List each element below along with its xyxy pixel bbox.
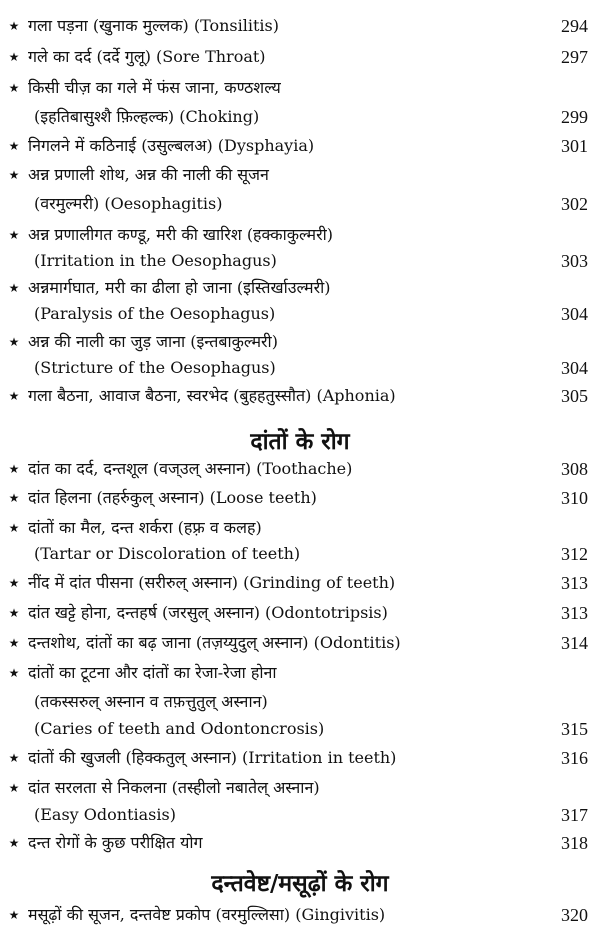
page-number: 318	[561, 833, 588, 853]
list-item	[0, 75, 600, 101]
page-number: 310	[561, 488, 588, 508]
list-item	[0, 902, 600, 928]
page-number: 304	[561, 358, 588, 378]
entry-title: अन्न की नाली का जुड़ जाना (इन्तबाकुल्मरी)	[28, 332, 278, 351]
entry-title: दांतों की खुजली (हिक्कतुल् अस्नान) (Irritation in teeth)	[28, 748, 397, 767]
entry-title: अन्न प्रणाली शोथ, अन्न की नाली की सूजन	[28, 165, 269, 184]
star-bullet-icon: ★	[8, 751, 20, 765]
entry-title: दांत का दर्द, दन्तशूल (वज्उल् अस्नान) (Toothache)	[28, 459, 353, 478]
list-item	[0, 329, 600, 355]
list-item	[0, 456, 600, 482]
star-bullet-icon: ★	[8, 908, 20, 922]
entry-title: गले का दर्द (दर्दे गुलू) (Sore Throat)	[28, 47, 266, 66]
entry-subtitle: (Easy Odontiasis)	[34, 805, 176, 824]
list-item	[0, 830, 600, 856]
star-bullet-icon: ★	[8, 168, 20, 182]
entry-subtitle: (Irritation in the Oesophagus)	[34, 251, 277, 270]
list-item-continued	[0, 104, 600, 130]
list-item	[0, 570, 600, 596]
page-number: 316	[561, 748, 588, 768]
entry-title: अन्नमार्गघात, मरी का ढीला हो जाना (इस्तिर्खाउल्मरी)	[28, 278, 331, 297]
entry-subtitle: (Paralysis of the Oesophagus)	[34, 304, 276, 323]
page-number: 305	[561, 386, 588, 406]
list-item-continued	[0, 248, 600, 274]
list-item	[0, 44, 600, 70]
entry-title: निगलने में कठिनाई (उसुल्बलअ) (Dysphayia)	[28, 136, 315, 155]
section-heading-teeth: दांतों के रोग	[250, 429, 350, 455]
entry-title: गला पड़ना (खुनाक मुल्लक) (Tonsilitis)	[28, 16, 279, 35]
list-item	[0, 222, 600, 248]
entry-subtitle: (Caries of teeth and Odontoncrosis)	[34, 719, 325, 738]
entry-title: गला बैठना, आवाज बैठना, स्वरभेद (बुहहतुस्सौत) (Aphonia)	[28, 386, 396, 405]
star-bullet-icon: ★	[8, 576, 20, 590]
star-bullet-icon: ★	[8, 228, 20, 242]
page-number: 299	[561, 107, 588, 127]
page-number: 294	[561, 16, 588, 36]
star-bullet-icon: ★	[8, 139, 20, 153]
list-item-continued	[0, 541, 600, 567]
entry-title: दन्त रोगों के कुछ परीक्षित योग	[28, 833, 203, 852]
page-number: 303	[561, 251, 588, 271]
list-item	[0, 13, 600, 39]
star-bullet-icon: ★	[8, 462, 20, 476]
section-heading-gums: दन्तवेष्ट/मसूढ़ों के रोग	[211, 871, 389, 897]
entry-subtitle: (इहतिबासुश्शै फ़िल्हल्क) (Choking)	[34, 107, 260, 126]
star-bullet-icon: ★	[8, 636, 20, 650]
entry-title: दन्तशोथ, दांतों का बढ़ जाना (तज़य्युदुल् अस्नान) (Odontitis)	[28, 633, 401, 652]
list-item	[0, 600, 600, 626]
entry-title: किसी चीज़ का गले में फंस जाना, कण्ठशल्य	[28, 78, 281, 97]
star-bullet-icon: ★	[8, 781, 20, 795]
page-number: 308	[561, 459, 588, 479]
page-number: 313	[561, 573, 588, 593]
list-item	[0, 133, 600, 159]
page-number: 312	[561, 544, 588, 564]
entry-subtitle: (वरमुल्मरी) (Oesophagitis)	[34, 194, 223, 213]
page-number: 304	[561, 304, 588, 324]
page-number: 320	[561, 905, 588, 925]
star-bullet-icon: ★	[8, 389, 20, 403]
star-bullet-icon: ★	[8, 81, 20, 95]
entry-title: दांतों का मैल, दन्त शर्करा (हफ़्र व कलह)	[28, 518, 262, 537]
list-item	[0, 162, 600, 188]
star-bullet-icon: ★	[8, 335, 20, 349]
entry-title: मसूढ़ों की सूजन, दन्तवेष्ट प्रकोप (वरमुल्लिसा) (Gingivitis)	[28, 905, 386, 924]
list-item	[0, 485, 600, 511]
entry-subtitle: (Stricture of the Oesophagus)	[34, 358, 276, 377]
entry-title: नींद में दांत पीसना (सरीरुल् अस्नान) (Grinding of teeth)	[28, 573, 396, 592]
star-bullet-icon: ★	[8, 281, 20, 295]
list-item-continued	[0, 355, 600, 381]
page-number: 314	[561, 633, 588, 653]
list-item	[0, 383, 600, 409]
list-item	[0, 775, 600, 801]
star-bullet-icon: ★	[8, 606, 20, 620]
page-number: 317	[561, 805, 588, 825]
list-item	[0, 275, 600, 301]
star-bullet-icon: ★	[8, 50, 20, 64]
entry-title: दांत खट्टे होना, दन्तहर्ष (जरसुल् अस्नान) (Odontotripsis)	[28, 603, 388, 622]
entry-title: दांत हिलना (तहर्रुकुल् अस्नान) (Loose teeth)	[28, 488, 317, 507]
list-item	[0, 630, 600, 656]
entry-title: दांतों का टूटना और दांतों का रेजा-रेजा होना	[28, 663, 277, 682]
entry-title: दांत सरलता से निकलना (तस्हीलो नबातेल् अस्नान)	[28, 778, 320, 797]
list-item	[0, 745, 600, 771]
list-item-continued	[0, 802, 600, 828]
page-number: 302	[561, 194, 588, 214]
list-item-continued	[0, 689, 600, 715]
star-bullet-icon: ★	[8, 491, 20, 505]
star-bullet-icon: ★	[8, 521, 20, 535]
list-item	[0, 515, 600, 541]
page-number: 297	[561, 47, 588, 67]
page-number: 315	[561, 719, 588, 739]
entry-subtitle: (Tartar or Discoloration of teeth)	[34, 544, 301, 563]
list-item	[0, 660, 600, 686]
page-number: 313	[561, 603, 588, 623]
list-item-continued	[0, 716, 600, 742]
star-bullet-icon: ★	[8, 19, 20, 33]
entry-title: अन्न प्रणालीगत कण्डू, मरी की खारिश (हक्काकुल्मरी)	[28, 225, 334, 244]
star-bullet-icon: ★	[8, 836, 20, 850]
list-item-continued	[0, 191, 600, 217]
page-number: 301	[561, 136, 588, 156]
star-bullet-icon: ★	[8, 666, 20, 680]
entry-subtitle: (तकस्सरुल् अस्नान व तफ़त्तुतुल् अस्नान)	[34, 692, 268, 711]
list-item-continued	[0, 301, 600, 327]
